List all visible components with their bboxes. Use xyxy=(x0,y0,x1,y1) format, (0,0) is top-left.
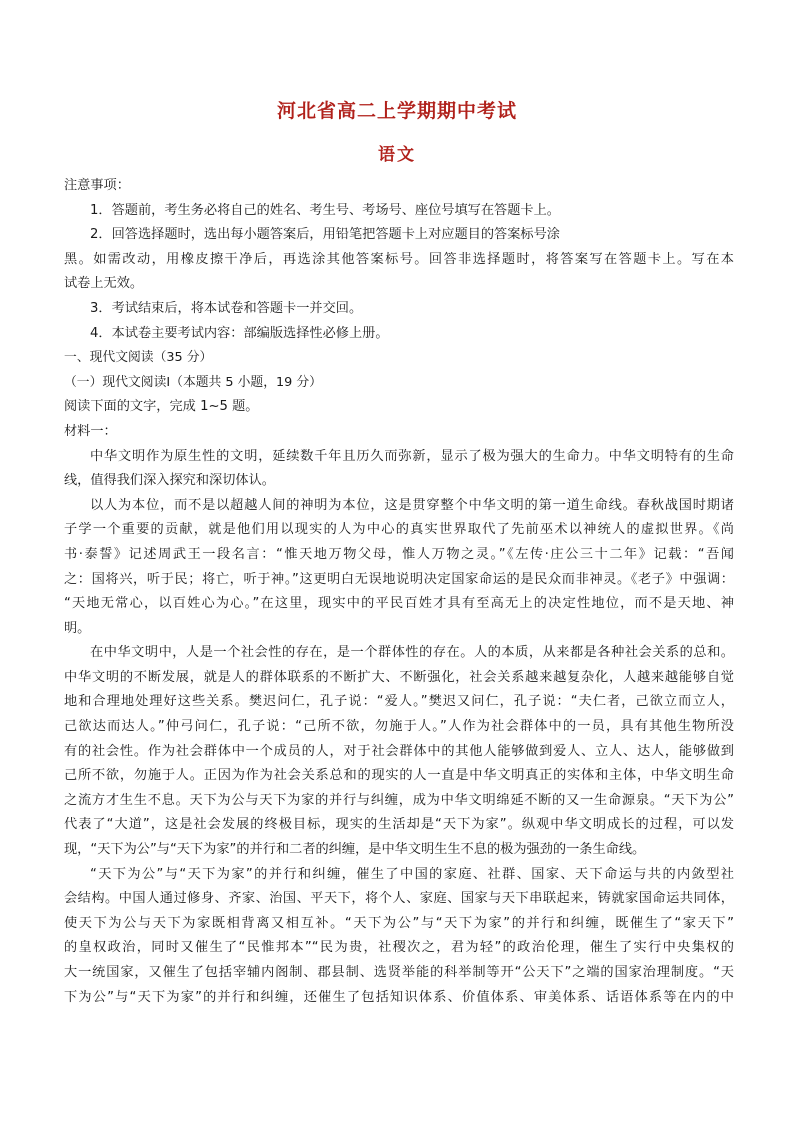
passage-line: 之流方才生生不息。天下为公与天下为家的并行与纠缠，成为中华文明绵延不断的又一生命源泉。“天下为公” xyxy=(64,792,734,808)
notice-item-continued: 试卷上无效。 xyxy=(64,276,144,292)
passage-line: “天下为公”与“天下为家”的并行和纠缠，催生了中国的家庭、社群、国家、天下命运与共的内敛型社 xyxy=(90,866,734,882)
passage-line: 代表了“大道”，这是社会发展的终极目标，现实的生活却是“天下为家”。纵观中华文明成长的过程，可以发 xyxy=(64,817,734,833)
passage-line: 大一统国家，又催生了包括宰辅内阁制、郡县制、选贤举能的科举制等开“公天下”之端的国家治理制度。“天 xyxy=(64,965,734,980)
notice-item: 4．本试卷主要考试内容：部编版选择性必修上册。 xyxy=(90,325,389,341)
passage-line: 在中华文明中，人是一个社会性的存在，是一个群体性的存在。人的本质，从来都是各种社会关系的总和。 xyxy=(90,645,734,661)
passage-line: “天地无常心，以百姓心为心。”在这里，现实中的平民百姓才具有至高无上的决定性地位，而不是天地、神 xyxy=(64,596,734,612)
passage-line: 己欲达而达人。”仲弓问仁，孔子说：“己所不欲，勿施于人。”人作为社会群体中的一员，具有其他生物所没 xyxy=(64,719,734,735)
subsection-heading: （一）现代文阅读Ⅰ（本题共 5 小题，19 分） xyxy=(64,374,322,390)
passage-line: 书·泰誓》记述周武王一段名言：“惟天地万物父母，惟人万物之灵。”《左传·庄公三十二年》记载：“吾闻 xyxy=(64,546,734,562)
passage-line: 现，“天下为公”与“天下为家”的并行和二者的纠缠，是中华文明生生不息的极为强劲的一条生命线。 xyxy=(64,842,646,858)
reading-instruction: 阅读下面的文字，完成 1~5 题。 xyxy=(64,399,259,415)
passage-line: 以人为本位，而不是以超越人间的神明为本位，这是贯穿整个中华文明的第一道生命线。春秋战国时期诸 xyxy=(90,497,734,513)
exam-title: 河北省高二上学期期中考试 xyxy=(276,100,517,122)
passage-line: 使天下为公与天下为家既相背离又相互补。“天下为公”与“天下为家”的并行和纠缠，既催生了“家天下” xyxy=(64,915,734,931)
passage-line: 的皇权政治，同时又催生了“民惟邦本”“民为贵，社稷次之，君为轻”的政治伦理，催生了实行中央集权的 xyxy=(64,940,734,956)
section-heading: 一、现代文阅读（35 分） xyxy=(64,350,213,366)
notice-item: 3．考试结束后，将本试卷和答题卡一并交回。 xyxy=(90,300,363,316)
notice-item: 2．回答选择题时，选出每小题答案后，用铅笔把答题卡上对应题目的答案标号涂 xyxy=(90,227,560,243)
subject-title: 语文 xyxy=(378,145,416,165)
notice-item-continued: 黑。如需改动，用橡皮擦干净后，再选涂其他答案标号。回答非选择题时，将答案写在答题卡上。写在本 xyxy=(64,251,734,267)
notice-item: 1．答题前，考生务必将自己的姓名、考生号、考场号、座位号填写在答题卡上。 xyxy=(90,202,560,218)
passage-line: 己所不欲，勿施于人。正因为作为社会关系总和的现实的人一直是中华文明真正的实体和主体，中华文明生命 xyxy=(64,768,734,784)
passage-line: 会结构。中国人通过修身、齐家、治国、平天下，将个人、家庭、国家与天下串联起来，铸就家国命运共同体， xyxy=(64,891,734,907)
exam-body xyxy=(64,174,734,1010)
passage-line: 线，值得我们深入探究和深切体认。 xyxy=(64,473,275,489)
passage-line: 中华文明的不断发展，就是人的群体联系的不断扩大、不断强化，社会关系越来越复杂化，人越来越能够自觉 xyxy=(64,669,734,685)
passage-line: 有的社会性。作为社会群体中一个成员的人，对于社会群体中的其他人能够做到爱人、立人、达人，能够做到 xyxy=(64,743,734,759)
passage-line: 之：国将兴，听于民；将亡，听于神。”这更明白无误地说明决定国家命运的是民众而非神灵。《老子》中强调： xyxy=(64,571,734,587)
notice-heading: 注意事项： xyxy=(64,178,130,193)
passage-line: 子学一个重要的贡献，就是他们用以现实的人为中心的真实世界取代了先前巫术以神统人的虚拟世界。《尚 xyxy=(64,522,734,538)
passage-line: 中华文明作为原生性的文明，延续数千年且历久而弥新，显示了极为强大的生命力。中华文明特有的生命 xyxy=(90,448,734,464)
passage-line: 下为公”与“天下为家”的并行和纠缠，还催生了包括知识体系、价值体系、审美体系、话语体系等在内的中 xyxy=(64,989,734,1005)
passage-line: 地和合理地处理好这些关系。樊迟问仁，孔子说：“爱人。”樊迟又问仁，孔子说：“夫仁者，己欲立而立人， xyxy=(64,694,734,710)
material-label: 材料一： xyxy=(64,423,117,439)
passage-line: 明。 xyxy=(64,620,91,636)
